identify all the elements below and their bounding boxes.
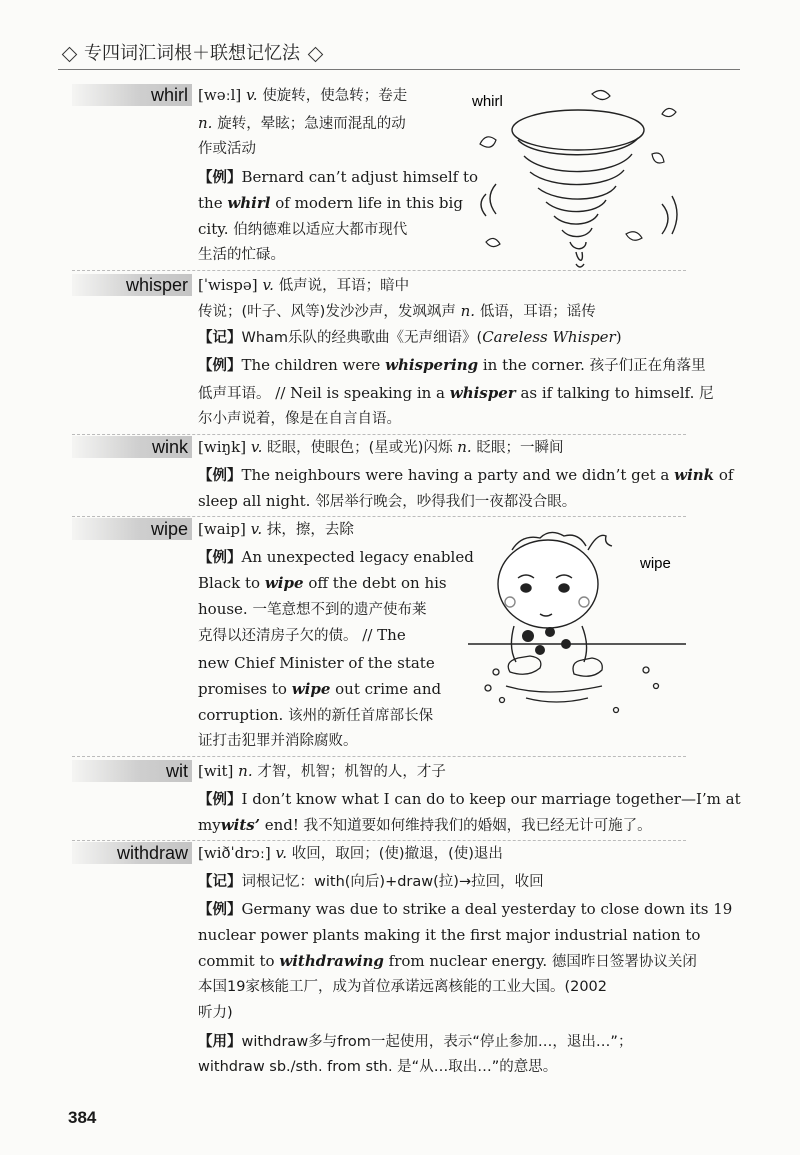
translation-text: 我不知道要如何维持我们的婚姻，我已经无计可施了。	[303, 818, 652, 834]
example-text: the	[198, 194, 223, 212]
translation-text: 尔小声说着，像是在自言自语。	[198, 411, 401, 427]
withdraw-memory-line	[198, 870, 544, 893]
definition-text: 收回，取回；(使)撤退，(使)退出	[291, 846, 503, 862]
entry-divider	[72, 840, 686, 841]
example-text: I don’t know what I can do to keep our marriage together—I’m at	[241, 790, 741, 808]
example-text: of	[718, 466, 734, 484]
definition-text: 才智，机智；机智的人，才子	[257, 764, 446, 780]
whirl-example-line	[198, 218, 407, 241]
example-text: my	[198, 816, 221, 834]
wink-phonetic: [wiŋk]	[198, 438, 247, 456]
example-text: Germany was due to strike a deal yesterday to close down its 19	[241, 900, 733, 918]
example-tag: 【例】	[198, 792, 242, 808]
example-text: new Chief Minister of the state	[198, 654, 435, 672]
example-tag: 【例】	[198, 902, 242, 918]
translation-text: 生活的忙碌。	[198, 247, 285, 263]
diamond-icon	[62, 47, 78, 63]
example-text: corruption.	[198, 706, 284, 724]
usage-tag: 【用】	[198, 1034, 242, 1050]
example-text: off the debt on his	[308, 574, 447, 592]
wink-example-line	[198, 490, 576, 513]
keyword: wipe	[264, 574, 304, 592]
cloth-icon	[485, 656, 659, 713]
keyword: wipe	[291, 680, 331, 698]
translation-text: 本国19家核能工厂，成为首位承诺远离核能的工业大国。(2002	[198, 979, 608, 995]
whisper-phonetic: [ˈwispə]	[198, 276, 258, 294]
memory-text: Wham乐队的经典歌曲《无声细语》(	[241, 330, 483, 346]
wipe-example-line	[198, 546, 474, 569]
page-number: 384	[68, 1108, 97, 1127]
withdraw-phonetic: [wiðˈdrɔː]	[198, 844, 271, 862]
example-text: in the corner.	[482, 356, 585, 374]
translation-text: 邻居举行晚会，吵得我们一夜都没合眼。	[315, 494, 577, 510]
wipe-example-line	[198, 572, 447, 594]
keyword: withdrawing	[279, 952, 384, 970]
pos-label: v.	[275, 844, 287, 862]
definition-text: 使旋转，使急转；卷走	[262, 88, 408, 104]
pos-label: v.	[250, 520, 263, 538]
wit-example-line	[198, 788, 741, 811]
example-text: end!	[264, 816, 299, 834]
girl-icon	[468, 532, 686, 662]
whirl-phonetic: [wəːl]	[198, 86, 242, 104]
whirl-example-line	[198, 166, 478, 189]
definition-text: 低语，耳语；谣传	[479, 304, 596, 320]
headword-wipe: wipe	[72, 518, 192, 540]
memory-text: )	[615, 328, 622, 346]
withdraw-definition-line	[198, 842, 503, 865]
header-title: 专四词汇词根＋联想记忆法	[84, 43, 300, 64]
example-text: Bernard can’t adjust himself to	[241, 168, 479, 186]
headword-whisper: whisper	[72, 274, 192, 296]
example-text: promises to	[198, 680, 287, 698]
translation-text: 低声耳语。	[198, 386, 271, 402]
wipe-example-line	[198, 704, 433, 727]
definition-text: 低声说，耳语；暗中	[278, 278, 410, 294]
pos-label: v.	[246, 86, 258, 104]
definition-text: 眨眼；一瞬间	[476, 440, 564, 456]
whisper-definition-line	[198, 274, 409, 297]
leaf-icon	[480, 90, 676, 246]
usage-text: withdraw多与from一起使用，表示“停止参加…，退出…”；	[241, 1034, 633, 1050]
example-text: The children were	[241, 356, 381, 374]
example-text: sleep all night.	[198, 492, 311, 510]
keyword: whispering	[385, 356, 479, 374]
pos-label: n.	[457, 438, 472, 456]
keyword: wits’	[220, 816, 260, 834]
example-tag: 【例】	[198, 170, 242, 186]
whirl-example-line	[198, 192, 463, 214]
whirl-definition-line	[198, 84, 407, 107]
translation-text: 一笔意想不到的遗产使布莱	[252, 602, 427, 618]
entry-divider	[72, 270, 686, 271]
diamond-icon	[308, 47, 324, 63]
example-text: // Neil is speaking in a	[275, 384, 445, 402]
memory-text: 词根记忆：with(向后)+draw(拉)→拉回，收回	[241, 874, 544, 890]
example-text: nuclear power plants making it the first major industrial nation to	[198, 926, 701, 944]
withdraw-usage-line	[198, 1030, 632, 1053]
definition-text: 抹，擦，去除	[266, 522, 354, 538]
example-text: Black to	[198, 574, 261, 592]
pos-label: v.	[250, 438, 263, 456]
translation-text: 伯纳德难以适应大都市现代	[233, 222, 408, 238]
example-text: city.	[198, 220, 229, 238]
translation-text: 孩子们正在角落里	[589, 358, 706, 374]
definition-text: 眨眼，使眼色；(星或光)闪烁	[267, 440, 453, 456]
keyword: whirl	[227, 194, 271, 212]
girl-wiping-illustration	[466, 522, 686, 722]
example-text: out crime and	[335, 680, 442, 698]
usage-text: withdraw sb./sth. from sth. 是“从…取出…”的意思。	[198, 1059, 558, 1075]
wit-example-line	[198, 814, 652, 837]
entry-divider	[72, 516, 686, 517]
example-text: as if talking to himself.	[520, 384, 695, 402]
whirlwind-illustration	[466, 84, 686, 284]
translation-text: 证打击犯罪并消除腐败。	[198, 733, 358, 749]
whisper-example-line	[198, 382, 714, 405]
example-tag: 【例】	[198, 550, 242, 566]
entry-divider	[72, 434, 686, 435]
pos-label: n.	[238, 762, 253, 780]
entry-divider	[72, 756, 686, 757]
translation-text: 听力)	[198, 1005, 233, 1021]
example-text: // The	[362, 626, 406, 644]
song-title: Careless Whisper	[482, 328, 616, 346]
wit-phonetic: [wit]	[198, 762, 234, 780]
dress-dots-icon	[522, 627, 571, 655]
memory-tag: 【记】	[198, 874, 242, 890]
headword-wit: wit	[72, 760, 192, 782]
example-tag: 【例】	[198, 468, 242, 484]
example-tag: 【例】	[198, 358, 242, 374]
definition-text: 传说；(叶子、风等)发沙沙声，发飒飒声	[198, 304, 456, 320]
translation-text: 该州的新任首席部长保	[288, 708, 434, 724]
headword-whirl: whirl	[72, 84, 192, 106]
definition-text: 作或活动	[198, 141, 256, 157]
whisper-memory-line	[198, 326, 622, 349]
whirl-definition-line	[198, 112, 406, 135]
example-text: The neighbours were having a party and we didn’t get a	[241, 466, 670, 484]
example-text: of modern life in this big	[275, 194, 463, 212]
headword-withdraw: withdraw	[72, 842, 192, 864]
withdraw-example-line	[198, 898, 732, 921]
example-text: from nuclear energy.	[388, 952, 548, 970]
wit-definition-line	[198, 760, 446, 783]
wipe-example-line	[198, 624, 406, 647]
keyword: wink	[674, 466, 715, 484]
memory-tag: 【记】	[198, 330, 242, 346]
keyword: whisper	[449, 384, 516, 402]
withdraw-example-line	[198, 950, 697, 973]
translation-text: 德国昨日签署协议关闭	[551, 954, 697, 970]
pos-label: n.	[198, 114, 213, 132]
wipe-definition-line	[198, 518, 354, 541]
wipe-example-line	[198, 678, 441, 700]
whisper-example-line	[198, 354, 706, 377]
tornado-icon	[481, 110, 677, 267]
definition-text: 旋转，晕眩；急速而混乱的动	[217, 116, 406, 132]
illustration-label: whirl	[472, 93, 503, 110]
example-text: commit to	[198, 952, 275, 970]
headword-wink: wink	[72, 436, 192, 458]
translation-text: 尼	[699, 386, 714, 402]
example-text: house.	[198, 600, 248, 618]
pos-label: v.	[262, 276, 274, 294]
wipe-phonetic: [waip]	[198, 520, 246, 538]
wink-definition-line	[198, 436, 563, 459]
running-header	[58, 40, 740, 70]
illustration-label: wipe	[640, 555, 671, 572]
wipe-example-line	[198, 598, 426, 621]
wink-example-line	[198, 464, 733, 487]
pos-label: n.	[460, 302, 476, 320]
whisper-definition-line	[198, 300, 596, 323]
example-text: An unexpected legacy enabled	[241, 548, 474, 566]
translation-text: 克得以还清房子欠的债。	[198, 628, 358, 644]
